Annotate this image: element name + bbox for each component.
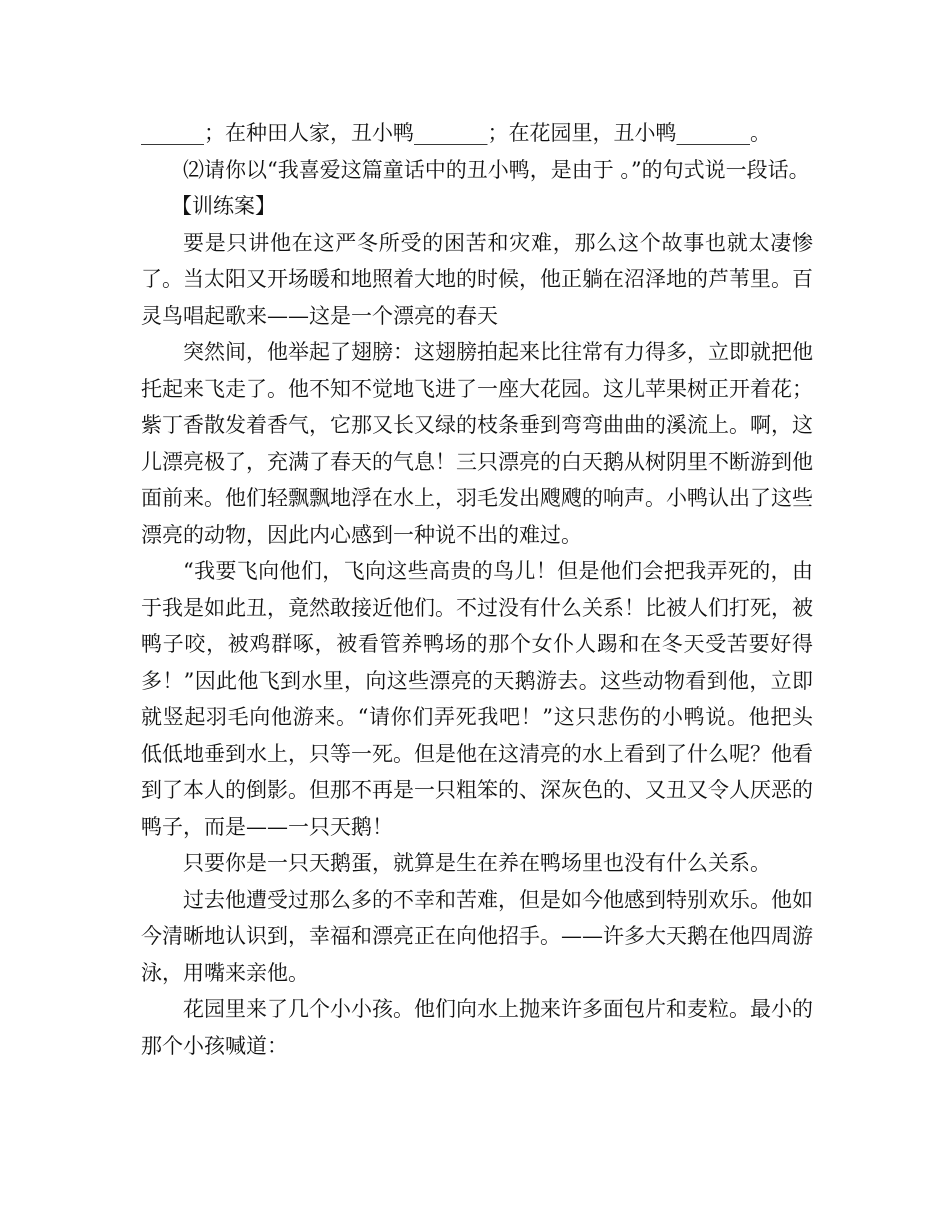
paragraph: 过去他遭受过那么多的不幸和苦难，但是如今他感到特别欢乐。他如今清晰地认识到，幸福和漂亮正在向他招手。——许多大天鹅在他四周游泳，用嘴来亲他。 xyxy=(141,887,813,985)
document-body xyxy=(141,115,813,1064)
question-2: ⑵请你以“我喜爱这篇童话中的丑小鸭，是由于 。”的句式说一段话。 xyxy=(183,157,810,182)
paragraph: 花园里来了几个小小孩。他们向水上抛来许多面包片和麦粒。最小的那个小孩喊道： xyxy=(141,997,813,1058)
paragraph: 要是只讲他在这严冬所受的困苦和灾难，那么这个故事也就太凄惨了。当太阳又开场暖和地照着大地的时候，他正躺在沼泽地的芦苇里。百灵鸟唱起歌来——这是一个漂亮的春天 xyxy=(141,230,813,328)
paragraph: 突然间，他举起了翅膀：这翅膀拍起来比往常有力得多，立即就把他托起来飞走了。他不知不觉地飞进了一座大花园。这儿苹果树正开着花；紫丁香散发着香气，它那又长又绿的枝条垂到弯弯曲曲的溪流上。啊，这儿漂亮极了，充满了春天的气息！三只漂亮的白天鹅从树阴里不断游到他面前来。他们轻飘飘地浮在水上，羽毛发出飕飕的响声。小鸭认出了这些漂亮的动物，因此内心感到一种说不出的难过。 xyxy=(141,340,813,547)
section-heading: 【训练案】 xyxy=(171,194,276,218)
paragraph: 只要你是一只天鹅蛋，就算是生在养在鸭场里也没有什么关系。 xyxy=(183,851,771,875)
fill-blank-line: ______；在种田人家，丑小鸭_______；在花园里，丑小鸭_______。 xyxy=(141,121,771,145)
paragraph: “我要飞向他们，飞向这些高贵的鸟儿！但是他们会把我弄死的，由于我是如此丑，竟然敢接近他们。不过没有什么关系！比被人们打死，被鸭子咬，被鸡群啄，被看管养鸭场的那个女仆人踢和在冬天受苦要好得多！”因此他飞到水里，向这些漂亮的天鹅游去。这些动物看到他，立即就竖起羽毛向他游来。“请你们弄死我吧！”这只悲伤的小鸭说。他把头低低地垂到水上，只等一死。但是他在这清亮的水上看到了什么呢？他看到了本人的倒影。但那不再是一只粗笨的、深灰色的、又丑又令人厌恶的鸭子，而是——一只天鹅！ xyxy=(141,559,813,839)
